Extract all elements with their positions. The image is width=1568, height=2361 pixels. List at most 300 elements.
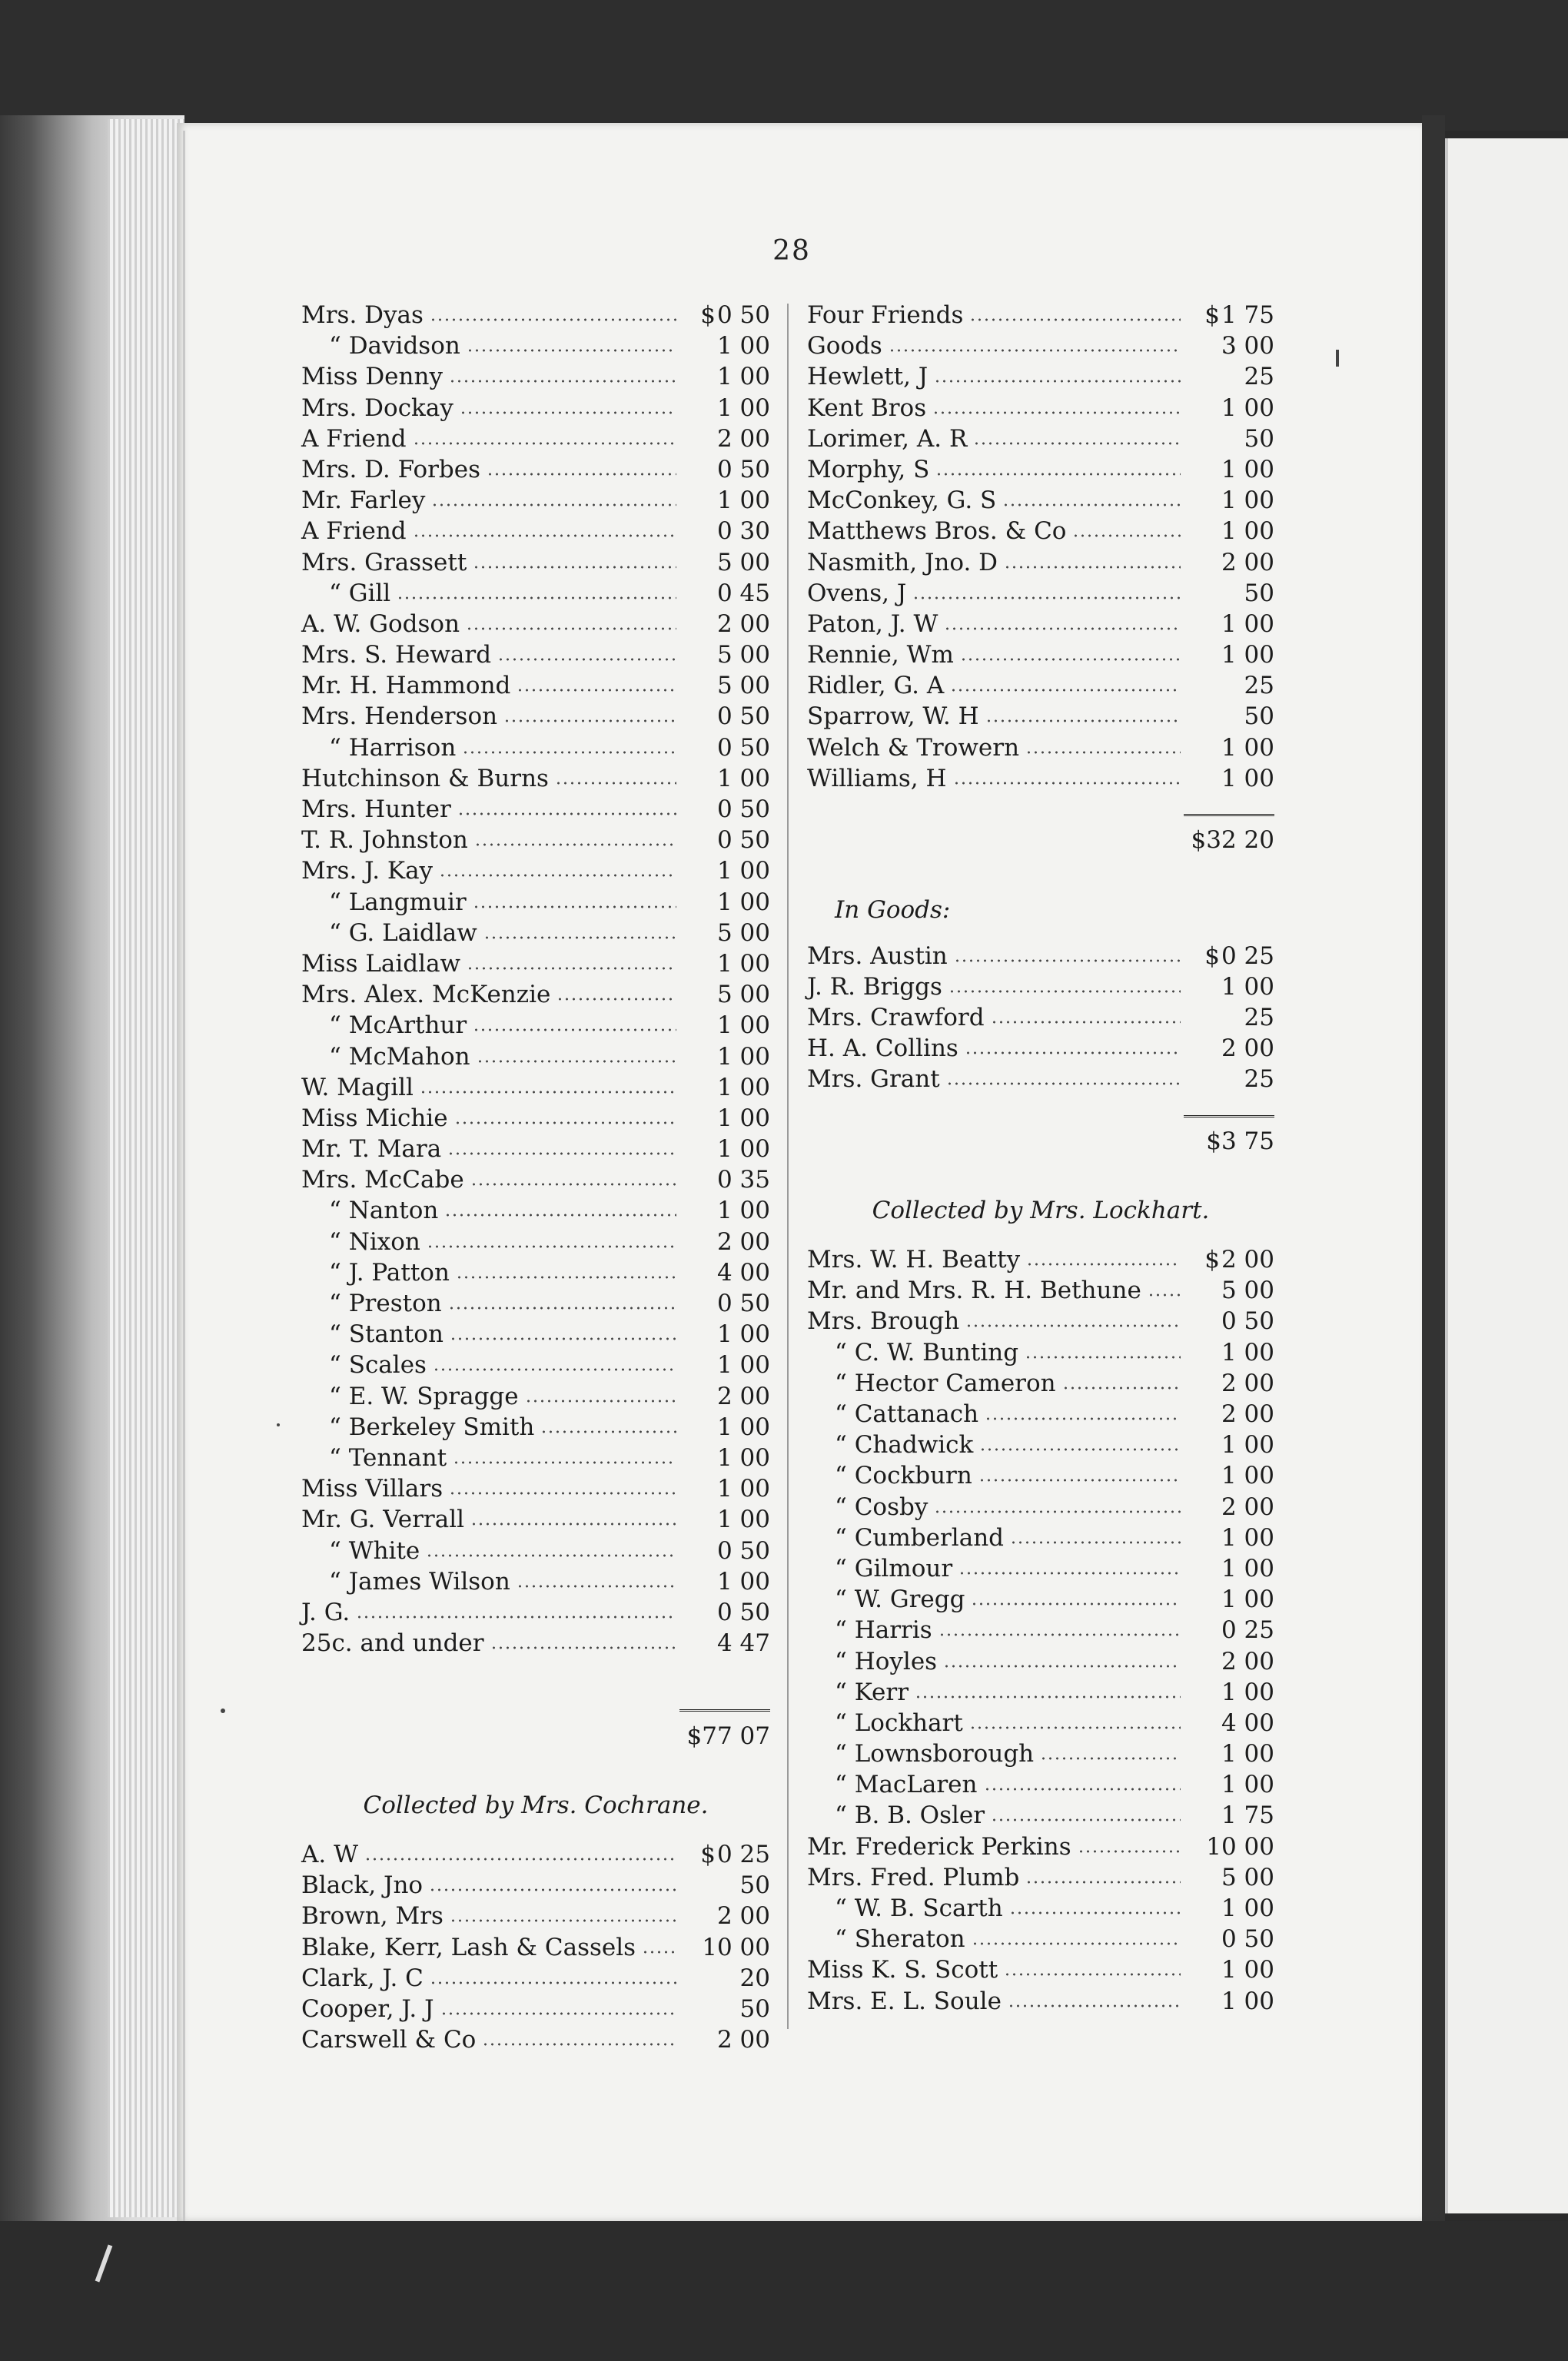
dot-leader <box>503 701 676 724</box>
dot-leader <box>457 794 676 817</box>
donor-name: “ Scales <box>329 1351 427 1380</box>
donor-name: Mr. T. Mara <box>301 1135 442 1164</box>
amount-value: 5 00 <box>716 981 770 1009</box>
spacer <box>301 1659 770 1689</box>
donation-amount <box>1184 1986 1274 2017</box>
donor-row <box>301 454 770 485</box>
amount-value: 25 <box>1244 672 1274 700</box>
donation-amount <box>679 423 770 454</box>
dot-leader <box>1026 1244 1181 1267</box>
donor-name: H. A. Collins <box>807 1034 958 1063</box>
donor-row <box>301 423 770 454</box>
donor-row <box>301 887 770 918</box>
donor-name: “ Cumberland <box>835 1523 1004 1552</box>
amount-value: 2 00 <box>716 1902 770 1931</box>
donation-amount <box>1184 639 1274 670</box>
donor-list <box>807 300 1274 794</box>
donation-amount <box>1184 1337 1274 1368</box>
donation-amount <box>679 1072 770 1103</box>
donor-name: “ Tennant <box>329 1443 447 1472</box>
currency-symbol: $ <box>700 301 716 329</box>
donor-name: “ McArthur <box>329 1011 467 1040</box>
donor-name: Nasmith, Jno. D <box>807 548 998 576</box>
donor-name: Welch & Trowern <box>807 733 1020 762</box>
donor-name: A Friend <box>301 424 407 453</box>
amount-value: 1 00 <box>716 1135 770 1164</box>
amount-value: 5 00 <box>1221 1277 1274 1305</box>
amount-value: 2 00 <box>716 1227 770 1256</box>
donor-name: McConkey, G. S <box>807 486 997 515</box>
donor-name: “ Gilmour <box>835 1554 953 1582</box>
amount-value: 1 00 <box>716 888 770 916</box>
donation-amount <box>1184 1769 1274 1800</box>
dot-leader <box>433 1350 676 1373</box>
donor-row <box>301 1504 770 1535</box>
scan-background-top <box>0 0 1568 131</box>
spacer <box>807 933 1274 941</box>
donation-amount <box>1184 578 1274 609</box>
dot-leader <box>450 1901 676 1924</box>
dot-leader <box>364 1839 676 1862</box>
amount-value: 3 00 <box>1221 332 1274 360</box>
donation-amount <box>679 1288 770 1319</box>
dot-leader <box>1009 1893 1181 1916</box>
donor-row <box>807 516 1274 546</box>
donor-name: Mrs. J. Kay <box>301 857 434 885</box>
donor-name: Miss K. S. Scott <box>807 1956 998 1984</box>
donor-name: “ Cosby <box>835 1493 929 1521</box>
donor-row <box>807 1244 1274 1275</box>
amount-value: 0 50 <box>716 826 770 855</box>
dot-leader <box>473 1010 676 1033</box>
donor-name: “ Harris <box>835 1616 932 1645</box>
donor-name: W. Magill <box>301 1073 414 1101</box>
donor-row <box>807 1553 1274 1584</box>
donor-row <box>301 639 770 670</box>
donor-row <box>807 1615 1274 1645</box>
amount-value: 2 00 <box>716 2026 770 2054</box>
donor-name: Mrs. S. Heward <box>301 641 492 669</box>
dot-leader <box>973 423 1181 447</box>
dot-leader <box>1008 1986 1181 2009</box>
donor-name: Mr. Frederick Perkins <box>807 1832 1071 1861</box>
donor-row <box>807 971 1274 1002</box>
donor-row <box>807 1337 1274 1368</box>
donation-amount <box>679 1839 770 1870</box>
donor-name: Mrs. McCabe <box>301 1166 464 1194</box>
amount-value: 25 <box>1244 1065 1274 1094</box>
donation-amount <box>1184 1615 1274 1645</box>
dot-leader <box>1004 1954 1181 1977</box>
donor-name: “ Preston <box>329 1290 442 1317</box>
dot-leader <box>934 361 1181 384</box>
donor-name: “ Nixon <box>329 1227 420 1256</box>
donor-name: Mrs. Grant <box>807 1065 940 1094</box>
dot-leader <box>477 1041 676 1064</box>
donor-row <box>301 361 770 392</box>
donor-row <box>301 1381 770 1412</box>
donor-row <box>301 1566 770 1597</box>
donation-amount <box>679 1164 770 1195</box>
amount-value: 1 00 <box>1221 1678 1274 1706</box>
amount-value: 0 50 <box>716 301 770 329</box>
dot-leader <box>439 855 676 878</box>
donation-amount <box>1184 1275 1274 1306</box>
dot-leader <box>991 1002 1181 1025</box>
donor-row <box>301 516 770 546</box>
amount-value: 20 <box>739 1964 770 1992</box>
donation-amount <box>679 825 770 855</box>
amount-value: 1 00 <box>716 1351 770 1380</box>
donation-amount <box>1184 971 1274 1002</box>
donation-amount <box>679 485 770 516</box>
donor-name: Mr. and Mrs. R. H. Bethune <box>807 1277 1141 1305</box>
dot-leader <box>556 979 676 1002</box>
amount-value: 4 47 <box>716 1629 770 1658</box>
donor-row <box>807 1800 1274 1831</box>
donor-row <box>807 609 1274 639</box>
donation-amount <box>679 1134 770 1164</box>
donor-row <box>301 1257 770 1288</box>
donor-row <box>807 1399 1274 1430</box>
total-amount: $3 75 <box>1206 1127 1274 1155</box>
dot-leader <box>915 1677 1181 1700</box>
donation-amount <box>679 516 770 546</box>
dot-leader <box>447 1134 676 1157</box>
donor-name: Paton, J. W <box>807 609 938 638</box>
amount-value: 1 00 <box>716 1567 770 1596</box>
donor-row <box>807 1584 1274 1615</box>
donor-name: Mrs. Brough <box>807 1307 960 1336</box>
dot-leader <box>985 701 1181 724</box>
donor-list <box>301 300 770 1659</box>
donor-name: Mrs. D. Forbes <box>301 455 481 483</box>
amount-value: 1 00 <box>716 1475 770 1503</box>
donor-row <box>301 1164 770 1195</box>
donation-amount <box>679 732 770 763</box>
donor-name: Morphy, S <box>807 455 930 483</box>
amount-value: 0 35 <box>716 1166 770 1194</box>
donor-name: Matthews Bros. & Co <box>807 517 1067 546</box>
donor-row <box>301 763 770 794</box>
donor-name: “ Chadwick <box>835 1431 974 1459</box>
amount-value: 1 00 <box>1221 1586 1274 1614</box>
donor-row <box>807 1769 1274 1800</box>
donor-name: Goods <box>807 332 882 360</box>
donor-row <box>807 454 1274 485</box>
donor-row <box>807 1064 1274 1094</box>
amount-value: 1 00 <box>1221 609 1274 638</box>
amount-value: 2 00 <box>716 1382 770 1410</box>
total-amount: $77 07 <box>686 1722 770 1750</box>
donor-name: Lorimer, A. R <box>807 424 968 453</box>
donor-row <box>301 855 770 886</box>
donor-name: A Friend <box>301 517 407 546</box>
spacer <box>807 1157 1274 1187</box>
amount-value: 1 00 <box>716 1443 770 1472</box>
donor-row <box>301 1010 770 1041</box>
donor-row <box>301 1901 770 1931</box>
donor-row <box>807 1924 1274 1954</box>
amount-value: 1 00 <box>1221 517 1274 546</box>
donation-amount <box>1184 670 1274 701</box>
amount-value: 25 <box>1244 363 1274 391</box>
donor-name: “ B. B. Osler <box>835 1801 985 1830</box>
left-column <box>301 300 770 2055</box>
donor-name: Mr. H. Hammond <box>301 672 511 700</box>
donation-amount <box>679 1932 770 1963</box>
amount-value: 1 00 <box>716 363 770 391</box>
donation-amount <box>679 639 770 670</box>
donor-row <box>807 1986 1274 2017</box>
page-border <box>183 131 185 2221</box>
donor-row <box>807 330 1274 361</box>
amount-value: 2 00 <box>1221 1246 1274 1274</box>
spacer <box>807 855 1274 886</box>
scan-speck <box>277 1423 280 1426</box>
dot-leader <box>943 1646 1181 1669</box>
donation-amount <box>1184 330 1274 361</box>
donation-amount <box>1184 1800 1274 1831</box>
book-page-edges <box>108 119 184 2217</box>
donor-row <box>807 1275 1274 1306</box>
amount-value: 0 45 <box>716 579 770 607</box>
amount-value: 0 25 <box>1221 941 1274 970</box>
cochrane-donor-list <box>301 1839 770 2055</box>
scan-speck <box>1336 350 1339 367</box>
dot-leader <box>426 1536 676 1559</box>
donor-row <box>301 1443 770 1473</box>
amount-value: 2 00 <box>716 609 770 638</box>
amount-value: 1 00 <box>716 1197 770 1225</box>
donor-name: “ Gill <box>329 579 391 607</box>
amount-value: 1 00 <box>716 1011 770 1040</box>
donation-amount <box>1184 1244 1274 1275</box>
amount-value: 50 <box>1244 424 1274 453</box>
donation-amount <box>679 918 770 948</box>
donor-row <box>807 701 1274 732</box>
dot-leader <box>1025 1862 1181 1885</box>
amount-value: 1 00 <box>716 1104 770 1132</box>
amount-value: 5 00 <box>1221 1863 1274 1891</box>
dot-leader <box>448 1288 676 1311</box>
page-number: 28 <box>772 235 811 267</box>
donor-row <box>807 361 1274 392</box>
donor-row <box>807 1368 1274 1399</box>
donor-row <box>807 1430 1274 1460</box>
donation-amount <box>679 1350 770 1380</box>
donor-row <box>807 423 1274 454</box>
dot-leader <box>456 1257 676 1280</box>
dot-leader <box>470 1504 676 1527</box>
spacer <box>807 1234 1274 1244</box>
section-heading-lockhart: Collected by Mrs. Lockhart. <box>872 1197 1210 1225</box>
donor-row <box>301 1227 770 1257</box>
amount-value: 0 50 <box>716 455 770 483</box>
donor-name: “ J. Patton <box>329 1258 450 1287</box>
donor-name: Hewlett, J <box>807 363 929 391</box>
donor-name: “ W. B. Scarth <box>835 1894 1003 1922</box>
dot-leader <box>429 1870 676 1893</box>
donation-amount <box>679 1628 770 1659</box>
scan-background-bottom <box>0 2221 1568 2361</box>
amount-value: 1 75 <box>1221 301 1274 329</box>
donor-row <box>301 2024 770 2055</box>
section-heading-cochrane: Collected by Mrs. Cochrane. <box>363 1792 709 1819</box>
donor-name: Carswell & Co <box>301 2026 477 2054</box>
donor-name: Miss Denny <box>301 363 443 391</box>
donor-row <box>301 1103 770 1134</box>
dot-leader <box>1010 1523 1181 1546</box>
donor-row <box>301 1041 770 1072</box>
donation-amount <box>1184 732 1274 763</box>
donor-name: “ E. W. Spragge <box>329 1382 519 1410</box>
donation-amount <box>679 701 770 732</box>
donor-row <box>807 1677 1274 1708</box>
donor-row <box>807 1523 1274 1553</box>
dot-leader <box>450 1319 676 1342</box>
donation-amount <box>679 1103 770 1134</box>
donor-name: T. R. Johnston <box>301 826 468 855</box>
donor-row <box>807 941 1274 971</box>
donor-row <box>301 794 770 825</box>
donation-amount <box>679 1963 770 1994</box>
donation-amount <box>1184 1584 1274 1615</box>
lockhart-donor-list <box>807 1244 1274 2017</box>
dot-leader <box>969 1708 1181 1731</box>
dot-leader <box>540 1412 676 1435</box>
donor-name: “ Sheraton <box>835 1925 965 1954</box>
donor-name: Miss Michie <box>301 1104 448 1132</box>
donor-row <box>301 1288 770 1319</box>
dot-leader <box>1004 547 1181 570</box>
donor-row <box>301 701 770 732</box>
dot-leader <box>555 763 676 786</box>
dot-leader <box>1040 1738 1181 1762</box>
amount-value: 5 00 <box>716 548 770 576</box>
amount-value: 0 50 <box>716 733 770 762</box>
dot-leader <box>972 1924 1181 1947</box>
donation-amount <box>1184 1064 1274 1094</box>
donor-row <box>301 979 770 1010</box>
dot-leader <box>517 1566 676 1589</box>
dot-leader <box>525 1381 676 1404</box>
donor-name: Mrs. Dyas <box>301 301 424 329</box>
donation-amount <box>1184 1460 1274 1491</box>
donor-row <box>301 918 770 948</box>
donation-amount <box>1184 300 1274 330</box>
donation-amount <box>1184 941 1274 971</box>
amount-value: 0 25 <box>1221 1616 1274 1645</box>
donor-row <box>807 1738 1274 1769</box>
donation-amount <box>1184 1831 1274 1862</box>
dot-leader <box>642 1932 676 1955</box>
donor-name: “ Cockburn <box>835 1462 972 1490</box>
dot-leader <box>454 1103 676 1126</box>
dot-leader <box>453 1443 676 1466</box>
amount-value: 10 00 <box>702 1933 770 1961</box>
donor-name: “ Hoyles <box>835 1647 938 1675</box>
dot-leader <box>473 887 676 910</box>
donor-name: Mrs. Grassett <box>301 548 467 576</box>
dot-leader <box>466 609 676 632</box>
dot-leader <box>935 454 1181 477</box>
donor-row <box>807 732 1274 763</box>
donation-amount <box>1184 1738 1274 1769</box>
donation-amount <box>1184 1002 1274 1033</box>
amount-value: 2 00 <box>1221 1369 1274 1397</box>
amount-value: 1 75 <box>1221 1801 1274 1830</box>
amount-value: 1 00 <box>1221 1740 1274 1768</box>
dot-leader <box>430 300 676 323</box>
donor-row <box>807 1893 1274 1924</box>
amount-value: 1 00 <box>716 1042 770 1071</box>
donation-amount <box>679 1257 770 1288</box>
donor-name: Miss Laidlaw <box>301 949 461 978</box>
dot-leader <box>449 361 676 384</box>
dot-leader <box>965 1033 1181 1056</box>
dot-leader <box>356 1597 676 1620</box>
donation-amount <box>679 1597 770 1628</box>
dot-leader <box>984 1769 1181 1792</box>
donor-name: Hutchinson & Burns <box>301 764 549 792</box>
donor-name: “ Stanton <box>329 1320 443 1349</box>
donation-amount <box>679 887 770 918</box>
dot-leader <box>449 1473 676 1496</box>
donor-name: “ G. Laidlaw <box>329 918 477 947</box>
amount-value: 0 30 <box>716 517 770 546</box>
column-divider <box>787 304 789 2029</box>
dot-leader <box>413 423 676 447</box>
donation-amount <box>1184 1430 1274 1460</box>
donation-amount <box>1184 1368 1274 1399</box>
donor-row <box>301 578 770 609</box>
dot-leader <box>953 763 1181 786</box>
donation-amount <box>1184 763 1274 794</box>
amount-value: 10 00 <box>1206 1832 1274 1861</box>
dot-leader <box>946 1064 1181 1087</box>
amount-value: 0 50 <box>716 1290 770 1317</box>
donation-amount <box>679 948 770 979</box>
donation-amount <box>679 1870 770 1901</box>
amount-value: 1 00 <box>1221 972 1274 1001</box>
dot-leader <box>948 971 1181 995</box>
dot-leader <box>467 948 676 971</box>
donor-row <box>301 732 770 763</box>
amount-value: 1 00 <box>716 1506 770 1534</box>
dot-leader <box>958 1553 1181 1576</box>
currency-symbol: $ <box>1204 301 1220 329</box>
dot-leader <box>431 485 676 508</box>
total-amount: $32 20 <box>1191 826 1274 855</box>
total-rule <box>807 794 1274 825</box>
dot-leader <box>932 393 1181 416</box>
donor-row <box>807 1954 1274 1985</box>
dot-leader <box>1002 485 1181 508</box>
donor-name: Sparrow, W. H <box>807 702 979 731</box>
donation-amount <box>1184 423 1274 454</box>
donor-name: “ James Wilson <box>329 1567 510 1596</box>
facing-page <box>1445 138 1568 2213</box>
amount-value: 1 00 <box>716 332 770 360</box>
donation-amount <box>679 1901 770 1931</box>
amount-value: 1 00 <box>1221 1523 1274 1552</box>
donor-name: Blake, Kerr, Lash & Cassels <box>301 1933 636 1961</box>
amount-value: 4 00 <box>1221 1708 1274 1737</box>
amount-value: 1 00 <box>1221 455 1274 483</box>
donation-amount <box>679 979 770 1010</box>
amount-value: 0 25 <box>716 1841 770 1868</box>
